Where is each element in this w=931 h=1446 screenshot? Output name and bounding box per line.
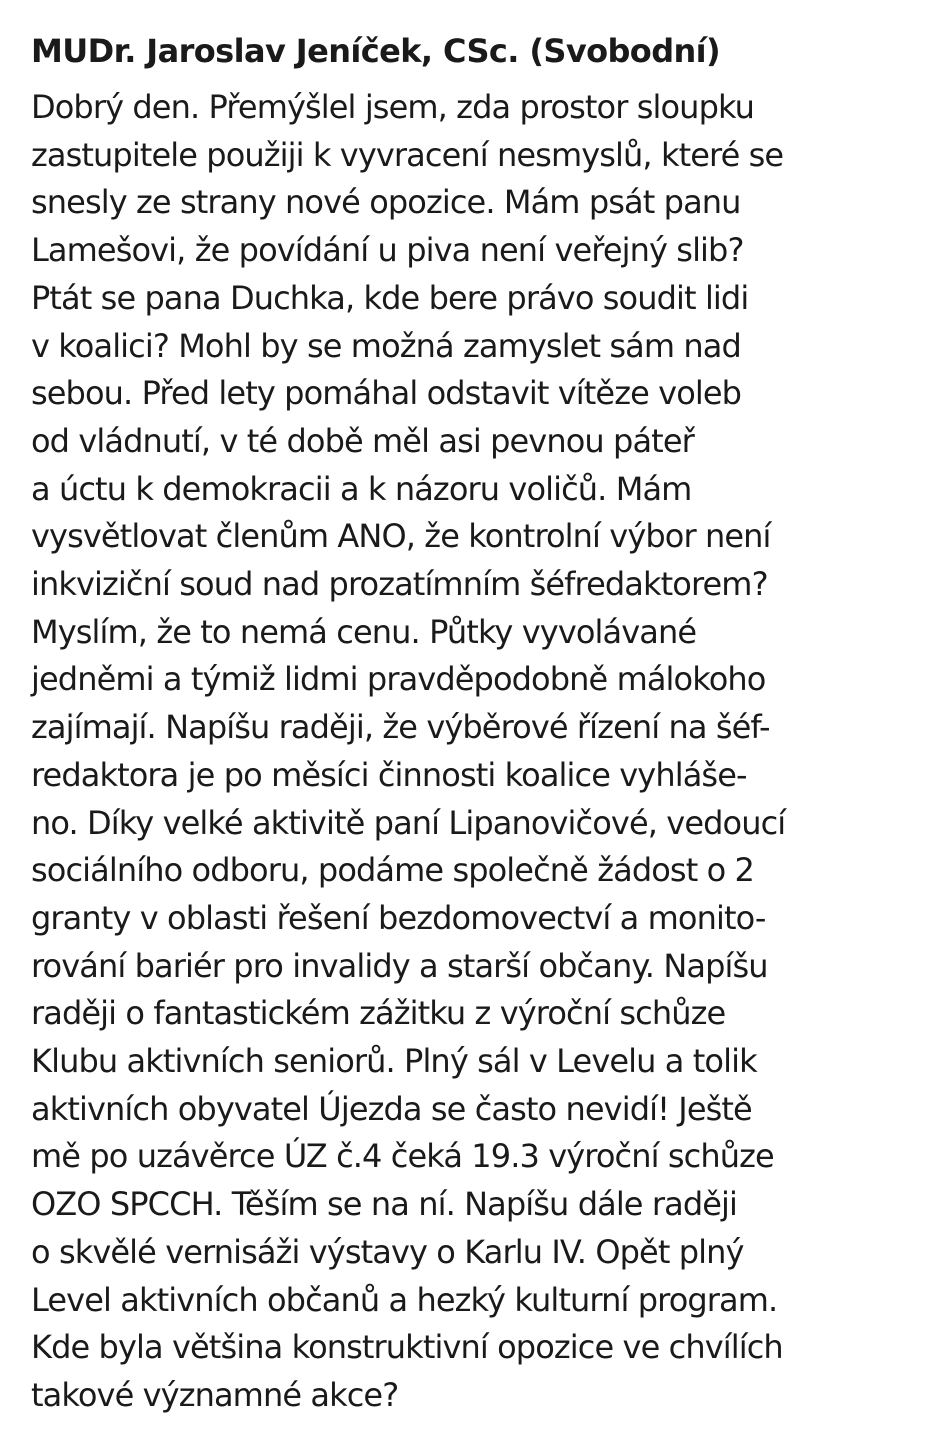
body-line: vysvětlovat členům ANO, že kontrolní výbor není — [31, 517, 771, 556]
article-body — [31, 84, 911, 1420]
body-line: mě po uzávěrce ÚZ č.4 čeká 19.3 výroční schůze — [31, 1137, 774, 1176]
body-line: rování bariér pro invalidy a starší občany. Napíšu — [31, 946, 768, 985]
body-line: Myslím, že to nemá cenu. Půtky vyvolávané — [31, 612, 697, 651]
body-line: Ptát se pana Duchka, kde bere právo soudit lidi — [31, 278, 749, 317]
body-line: Klubu aktivních seniorů. Plný sál v Levelu a tolik — [31, 1042, 757, 1081]
body-line: a úctu k demokracii a k názoru voličů. Mám — [31, 469, 692, 508]
body-line: aktivních obyvatel Újezda se často nevidí! Ještě — [31, 1089, 752, 1128]
body-line: zajímají. Napíšu raději, že výběrové řízení na šéf- — [31, 708, 770, 747]
body-line: redaktora je po měsíci činnosti koalice vyhláše- — [31, 755, 747, 794]
body-line: takové významné akce? — [31, 1375, 399, 1414]
body-line: Level aktivních občanů a hezký kulturní program. — [31, 1280, 778, 1319]
body-line: OZO SPCCH. Těším se na ní. Napíšu dále raději — [31, 1185, 738, 1224]
body-line: o skvělé vernisáži výstavy o Karlu IV. Opět plný — [31, 1232, 744, 1271]
body-line: v koalici? Mohl by se možná zamyslet sám nad — [31, 326, 741, 365]
body-line: snesly ze strany nové opozice. Mám psát panu — [31, 183, 741, 222]
author-heading: MUDr. Jaroslav Jeníček, CSc. (Svobodní) — [31, 32, 721, 70]
body-line: granty v oblasti řešení bezdomovectví a monito- — [31, 898, 766, 937]
body-line: jedněmi a týmiž lidmi pravděpodobně málokoho — [31, 660, 766, 699]
body-line: Kde byla většina konstruktivní opozice ve chvílích — [31, 1328, 783, 1367]
body-line: od vládnutí, v té době měl asi pevnou páteř — [31, 421, 694, 460]
body-line: Lamešovi, že povídání u piva není veřejný slib? — [31, 231, 744, 270]
body-line: inkviziční soud nad prozatímním šéfredaktorem? — [31, 565, 768, 604]
body-line: no. Díky velké aktivitě paní Lipanovičové, vedoucí — [31, 803, 786, 842]
body-line: sebou. Před lety pomáhal odstavit vítěze voleb — [31, 374, 742, 413]
article-column — [31, 28, 911, 1420]
body-line: Dobrý den. Přemýšlel jsem, zda prostor sloupku — [31, 88, 755, 126]
body-line: sociálního odboru, podáme společně žádost o 2 — [31, 851, 755, 890]
body-line: zastupitele použiji k vyvracení nesmyslů, které se — [31, 135, 784, 174]
body-line: raději o fantastickém zážitku z výroční schůze — [31, 994, 726, 1033]
